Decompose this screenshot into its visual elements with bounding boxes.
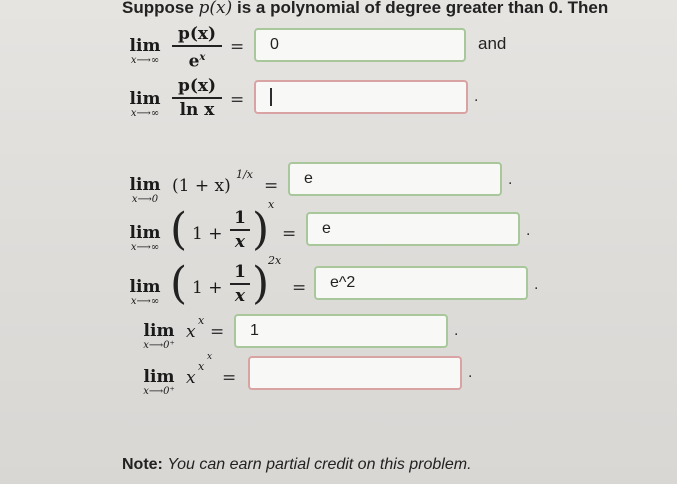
exponent: x <box>198 360 205 373</box>
fraction-px-over-ex: p(x) $e^x$ <box>172 24 222 72</box>
text-cursor <box>270 88 272 106</box>
and-text: and <box>478 34 507 53</box>
limit-operator: lim x⟶∞ <box>129 277 161 307</box>
period: . <box>508 171 513 188</box>
equals-sign: = <box>292 278 307 298</box>
x-base: x <box>186 368 196 388</box>
exponent-tower: x <box>207 352 213 362</box>
period: . <box>454 322 459 339</box>
exponent: x <box>268 198 275 211</box>
equals-sign: = <box>222 368 237 388</box>
expression-1-plus-x: (1 + x) <box>172 176 231 196</box>
equals-sign: = <box>230 37 245 57</box>
right-paren: ) <box>252 204 270 255</box>
answer-field-1[interactable]: 0 <box>254 28 466 62</box>
problem-statement: Suppose p(x) is a polynomial of degree greater than 0. Then <box>122 0 609 18</box>
answer-field-5[interactable]: e^2 <box>314 266 528 300</box>
one-plus: 1 + <box>192 224 223 244</box>
limit-operator: lim x⟶0 <box>129 175 161 205</box>
fraction-1-over-x: 1 x <box>230 208 250 252</box>
left-paren: ( <box>170 204 188 255</box>
exponent: 1/x <box>236 168 253 181</box>
partial-credit-note: Note: You can earn partial credit on this problem. <box>122 456 472 473</box>
answer-field-4[interactable]: e <box>306 212 520 246</box>
equals-sign: = <box>210 322 225 342</box>
answer-field-6[interactable]: 1 <box>234 314 448 348</box>
fraction-1-over-x: 1 x <box>230 262 250 306</box>
one-plus: 1 + <box>192 278 223 298</box>
limit-operator: lim x⟶0⁺ <box>143 367 175 397</box>
limit-operator: lim x⟶∞ <box>129 36 161 66</box>
answer-field-7[interactable] <box>248 356 462 390</box>
equals-sign: = <box>282 224 297 244</box>
right-paren: ) <box>252 258 270 309</box>
period: . <box>534 276 539 293</box>
limit-operator: lim x⟶0⁺ <box>143 321 175 351</box>
equals-sign: = <box>230 90 245 110</box>
equals-sign: = <box>264 176 279 196</box>
period: . <box>468 364 473 381</box>
limit-operator: lim x⟶∞ <box>129 89 161 119</box>
period: . <box>474 88 479 105</box>
answer-field-2[interactable] <box>254 80 468 114</box>
x-base: x <box>186 322 196 342</box>
fraction-px-over-lnx: p(x) ln x <box>172 76 222 120</box>
answer-field-3[interactable]: e <box>288 162 502 196</box>
left-paren: ( <box>170 258 188 309</box>
exponent: 2x <box>268 254 282 267</box>
period: . <box>526 222 531 239</box>
limit-operator: lim x⟶∞ <box>129 223 161 253</box>
exponent: x <box>198 314 205 327</box>
